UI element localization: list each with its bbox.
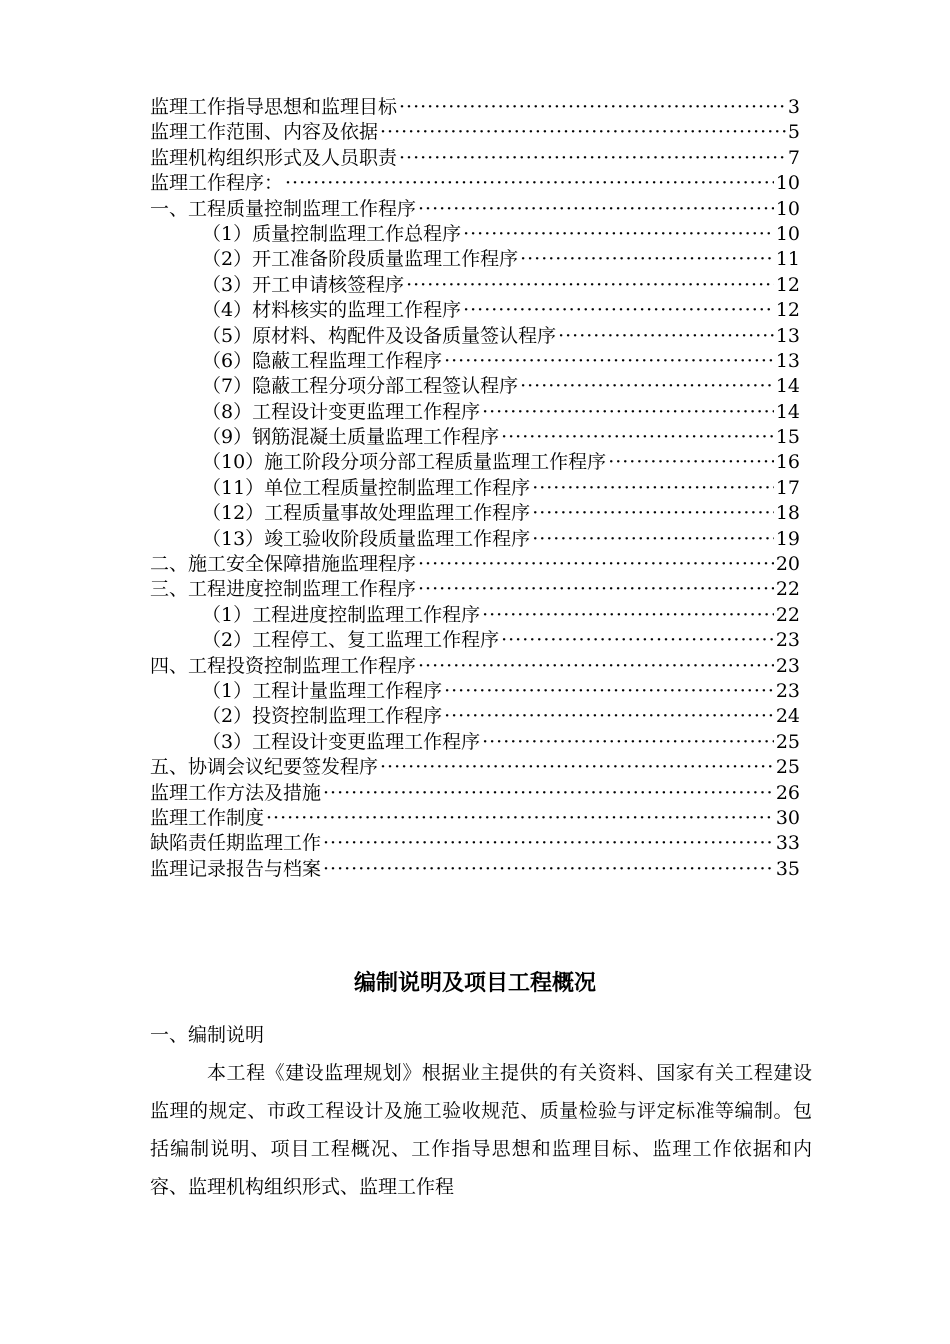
- toc-entry-label: （5）原材料、构配件及设备质量签认程序: [202, 324, 557, 347]
- toc-entry[interactable]: [150, 120, 800, 145]
- toc-entry[interactable]: [150, 400, 800, 425]
- toc-entry[interactable]: [150, 95, 800, 120]
- toc-entry-label: （4）材料核实的监理工作程序: [202, 299, 462, 322]
- toc-entry[interactable]: [150, 704, 800, 729]
- toc-entry-page-number: 13: [775, 349, 800, 372]
- toc-dot-leader: [285, 171, 774, 196]
- toc-entry-page-number: 30: [775, 806, 800, 829]
- toc-entry[interactable]: [150, 425, 800, 450]
- toc-dot-leader: [463, 222, 774, 247]
- toc-entry[interactable]: [150, 654, 800, 679]
- toc-entry-label: 监理工作范围、内容及依据: [150, 121, 379, 144]
- toc-entry-page-number: 35: [775, 857, 800, 880]
- toc-entry-label: 监理工作制度: [150, 806, 265, 829]
- toc-entry[interactable]: [150, 527, 800, 552]
- toc-entry-page-number: 13: [775, 324, 800, 347]
- toc-entry-page-number: 12: [775, 299, 800, 322]
- toc-entry[interactable]: [150, 171, 800, 196]
- toc-entry-page-number: 10: [775, 172, 800, 195]
- toc-dot-leader: [482, 400, 774, 425]
- toc-entry-page-number: 15: [775, 426, 800, 449]
- toc-entry-page-number: 25: [775, 756, 800, 779]
- toc-entry-label: 监理工作程序：: [150, 172, 284, 195]
- toc-entry-label: （2）投资控制监理工作程序: [202, 705, 443, 728]
- toc-dot-leader: [444, 704, 774, 729]
- toc-entry-page-number: 17: [775, 476, 800, 499]
- toc-entry-page-number: 19: [775, 527, 800, 550]
- toc-entry-page-number: 24: [775, 705, 800, 728]
- toc-dot-leader: [608, 450, 774, 475]
- toc-entry[interactable]: [150, 628, 800, 653]
- toc-dot-leader: [501, 425, 774, 450]
- toc-entry[interactable]: [150, 247, 800, 272]
- toc-entry-page-number: 20: [775, 553, 800, 576]
- toc-entry[interactable]: [150, 476, 800, 501]
- toc-dot-leader: [463, 298, 774, 323]
- toc-entry-page-number: 10: [775, 222, 800, 245]
- toc-entry[interactable]: [150, 831, 800, 856]
- toc-dot-leader: [266, 806, 774, 831]
- toc-entry-page-number: 23: [775, 654, 800, 677]
- toc-entry-page-number: 11: [775, 248, 800, 271]
- toc-entry[interactable]: [150, 806, 800, 831]
- toc-entry-label: （8）工程设计变更监理工作程序: [202, 400, 481, 423]
- toc-entry-label: 缺陷责任期监理工作: [150, 832, 322, 855]
- toc-entry[interactable]: [150, 603, 800, 628]
- toc-dot-leader: [558, 324, 774, 349]
- toc-dot-leader: [418, 552, 774, 577]
- toc-dot-leader: [406, 273, 774, 298]
- toc-dot-leader: [323, 857, 774, 882]
- toc-entry-page-number: 5: [787, 121, 800, 144]
- toc-entry[interactable]: [150, 146, 800, 171]
- toc-entry-label: （1）工程计量监理工作程序: [202, 679, 443, 702]
- toc-entry-label: 监理工作方法及措施: [150, 781, 322, 804]
- toc-dot-leader: [399, 95, 786, 120]
- toc-entry[interactable]: [150, 501, 800, 526]
- toc-entry-label: （12）工程质量事故处理监理工作程序: [202, 502, 531, 525]
- toc-dot-leader: [532, 527, 774, 552]
- toc-entry-label: （2）开工准备阶段质量监理工作程序: [202, 248, 519, 271]
- toc-entry-label: 一、工程质量控制监理工作程序: [150, 197, 417, 220]
- toc-entry-label: （7）隐蔽工程分项分部工程签认程序: [202, 375, 519, 398]
- toc-entry[interactable]: [150, 222, 800, 247]
- toc-entry[interactable]: [150, 552, 800, 577]
- toc-entry-label: 三、工程进度控制监理工作程序: [150, 578, 417, 601]
- toc-dot-leader: [418, 197, 774, 222]
- toc-entry-label: 监理记录报告与档案: [150, 857, 322, 880]
- toc-entry-page-number: 23: [775, 679, 800, 702]
- toc-entry[interactable]: [150, 450, 800, 475]
- toc-entry-label: （2）工程停工、复工监理工作程序: [202, 629, 500, 652]
- toc-entry-page-number: 23: [775, 629, 800, 652]
- toc-entry-label: （6）隐蔽工程监理工作程序: [202, 349, 443, 372]
- table-of-contents: [150, 95, 800, 882]
- toc-entry-page-number: 12: [775, 273, 800, 296]
- toc-entry[interactable]: [150, 730, 800, 755]
- toc-dot-leader: [418, 577, 774, 602]
- toc-entry-label: （11）单位工程质量控制监理工作程序: [202, 476, 531, 499]
- toc-dot-leader: [418, 654, 774, 679]
- toc-entry[interactable]: [150, 273, 800, 298]
- toc-dot-leader: [380, 120, 786, 145]
- toc-entry-label: 五、协调会议纪要签发程序: [150, 756, 379, 779]
- toc-entry-page-number: 3: [787, 96, 800, 118]
- toc-dot-leader: [482, 603, 774, 628]
- toc-entry[interactable]: [150, 857, 800, 882]
- toc-entry-page-number: 14: [775, 400, 800, 423]
- toc-entry[interactable]: [150, 577, 800, 602]
- toc-entry-page-number: 14: [775, 375, 800, 398]
- toc-dot-leader: [444, 349, 774, 374]
- toc-entry-page-number: 22: [775, 603, 800, 626]
- toc-dot-leader: [323, 831, 774, 856]
- toc-entry-page-number: 33: [775, 832, 800, 855]
- toc-dot-leader: [520, 247, 774, 272]
- toc-entry-label: （9）钢筋混凝土质量监理工作程序: [202, 426, 500, 449]
- toc-entry-page-number: 22: [775, 578, 800, 601]
- toc-dot-leader: [399, 146, 786, 171]
- toc-entry-page-number: 16: [775, 451, 800, 474]
- toc-entry-label: （10）施工阶段分项分部工程质量监理工作程序: [202, 451, 607, 474]
- toc-dot-leader: [380, 755, 774, 780]
- toc-dot-leader: [482, 730, 774, 755]
- toc-entry-label: （3）工程设计变更监理工作程序: [202, 730, 481, 753]
- section-title: 编制说明及项目工程概况: [353, 971, 596, 996]
- toc-entry-label: 监理机构组织形式及人员职责: [150, 146, 398, 169]
- toc-dot-leader: [520, 374, 774, 399]
- toc-entry[interactable]: [150, 755, 800, 780]
- toc-entry-page-number: 26: [775, 781, 800, 804]
- toc-entry-label: 监理工作指导思想和监理目标: [150, 96, 398, 118]
- subheading: 一、编制说明: [150, 1024, 265, 1046]
- toc-entry-page-number: 18: [775, 502, 800, 525]
- toc-entry[interactable]: [150, 197, 800, 222]
- toc-entry-page-number: 7: [787, 146, 800, 169]
- toc-dot-leader: [532, 501, 774, 526]
- toc-dot-leader: [501, 628, 774, 653]
- toc-entry-label: （3）开工申请核签程序: [202, 273, 405, 296]
- toc-entry-label: （13）竣工验收阶段质量监理工作程序: [202, 527, 531, 550]
- toc-entry[interactable]: [150, 298, 800, 323]
- toc-entry[interactable]: [150, 324, 800, 349]
- toc-entry-label: （1）质量控制监理工作总程序: [202, 222, 462, 245]
- toc-entry-label: （1）工程进度控制监理工作程序: [202, 603, 481, 626]
- toc-dot-leader: [444, 679, 774, 704]
- toc-entry-label: 二、施工安全保障措施监理程序: [150, 553, 417, 576]
- body-paragraph: 本工程《建设监理规划》根据业主提供的有关资料、国家有关工程建设监理的规定、市政工程设计及施工验收规范、质量检验与评定标准等编制。包括编制说明、项目工程概况、工作指导思想和监理目标、监理工作依据和内容、监理机构组织形式、监理工作程: [150, 1062, 812, 1198]
- toc-entry[interactable]: [150, 349, 800, 374]
- toc-dot-leader: [532, 476, 774, 501]
- toc-entry[interactable]: [150, 781, 800, 806]
- toc-entry-page-number: 10: [775, 197, 800, 220]
- toc-entry-page-number: 25: [775, 730, 800, 753]
- toc-entry[interactable]: [150, 374, 800, 399]
- toc-entry[interactable]: [150, 679, 800, 704]
- toc-dot-leader: [323, 781, 774, 806]
- toc-entry-label: 四、工程投资控制监理工作程序: [150, 654, 417, 677]
